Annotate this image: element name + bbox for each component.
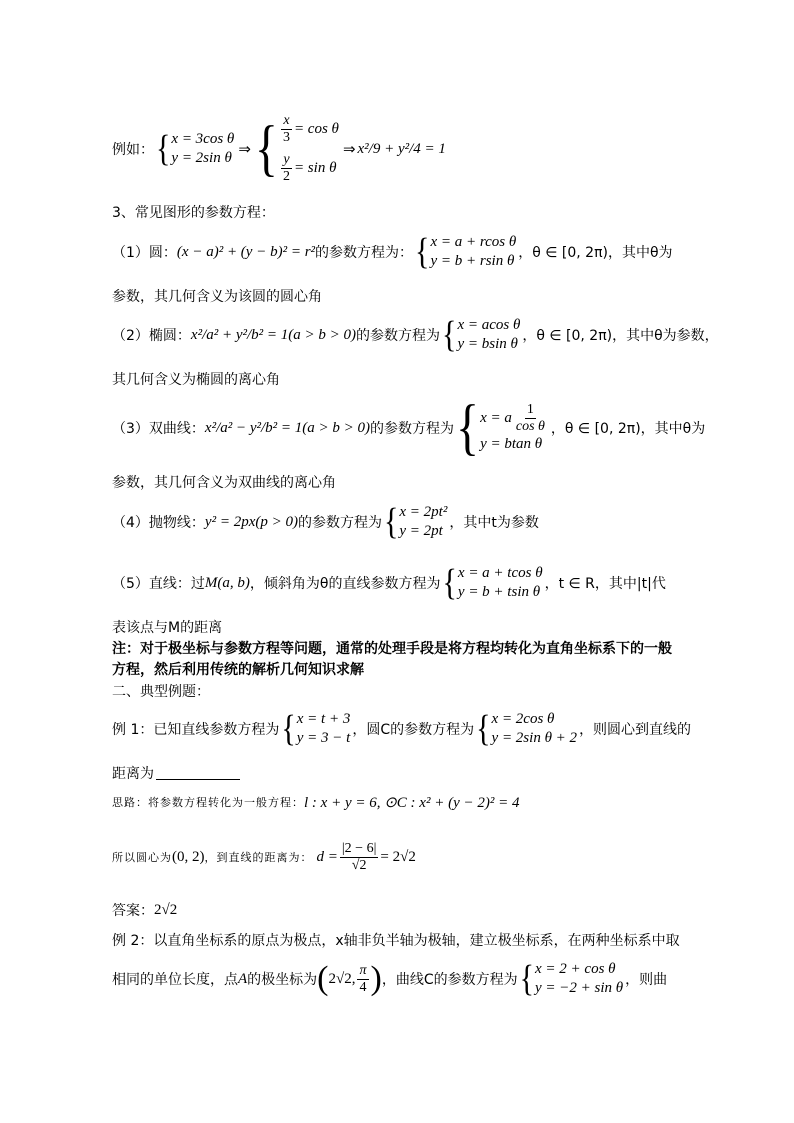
right-paren-icon: ) (370, 960, 382, 997)
parabola-param-system: { x = 2pt² y = 2pt (384, 503, 447, 541)
brace-icon: { (476, 707, 491, 749)
example-1-row: 例 1：已知直线参数方程为 { x = t + 3 y = 3 − t ，圆C的参数方程为 { x = 2cos θ y = 2sin θ + 2 ，则圆心到直线的 (112, 706, 684, 752)
answer-label: 答案： (112, 903, 154, 919)
circle-row: （1）圆： (x − a)² + (y − b)² = r² 的参数方程为： { x = a + rcos θ y = b + rsin θ ，θ ∈ [0, 2π)，其中θ为 (112, 230, 684, 274)
parabola-row: （4）抛物线： y² = 2px(p > 0) 的参数方程为 { x = 2pt² y = 2pt ，其中t为参数 (112, 499, 684, 545)
ellipse-equation: x²/a² + y²/b² = 1(a > b > 0) (190, 326, 357, 343)
ellipse-result: x²/9 + y²/4 = 1 (357, 140, 446, 157)
distance-fraction: $\frac{|2 - 6|}{√2}$ (341, 840, 377, 873)
hyperbola-row-2: 参数，其几何含义为双曲线的离心角 (112, 475, 336, 491)
example-2-row: 例 2：以直角坐标系的原点为极点，x轴非负半轴为极轴，建立极坐标系，在两种坐标系中取 (112, 933, 680, 949)
implies-arrow: ⇒ (342, 141, 356, 158)
brace-icon: { (442, 313, 457, 355)
line-row: （5）直线：过 M(a, b) ，倾斜角为θ的直线参数方程为 { x = a + tcos θ y = b + tsin θ ，t ∈ R，其中|t|代 (112, 560, 684, 606)
brace-icon: { (383, 500, 399, 542)
curve-param-system: { x = 2 + cos θ y = −2 + sin θ (520, 960, 624, 998)
system-line: x = 3cos θ (171, 131, 235, 147)
brace-icon: { (281, 707, 296, 749)
section-3-heading-row (112, 201, 684, 223)
brace-icon: { (456, 392, 480, 462)
note-row (112, 638, 684, 658)
section-2-heading-row (112, 681, 684, 701)
brace-icon: { (442, 561, 457, 603)
note-text: 注：对于极坐标与参数方程等问题，通常的处理手段是将方程均转化为直角坐标系下的一般 (112, 641, 672, 657)
brace-icon: { (415, 230, 430, 272)
line-param-system: { x = a + tcos θ y = b + tsin θ (443, 564, 543, 602)
circle-param-system: { x = a + rcos θ y = b + rsin θ (415, 233, 516, 271)
fraction: $\frac{y}{2}$ (282, 152, 290, 184)
brace-icon: { (254, 113, 278, 183)
system-rhs: = sin θ (293, 160, 337, 176)
system-rhs: = cos θ (293, 121, 339, 137)
fraction: $\frac{1}{\text{cos θ}}$ (515, 402, 545, 434)
ellipse-row: （2）椭圆： x²/a² + y²/b² = 1(a > b > 0) 的参数方程为 { x = acos θ y = bsin θ ，θ ∈ [0, 2π)，其中θ为参数， (112, 312, 684, 358)
point-m: M(a, b) (204, 574, 250, 591)
implies-arrow: ⇒ (238, 141, 251, 158)
hyperbola-row: （3）双曲线： x²/a² − y²/b² = 1(a > b > 0) 的参数方程为 { x = a $\frac{1}{\text{cos θ}}$ y = btan θ ，θ ∈ [0, 2π)，其中θ为 (112, 392, 706, 462)
example-label: 例如： (112, 142, 154, 158)
example-1-idea-row (112, 790, 684, 814)
circle-equation: (x − a)² + (y − b)² = r² (176, 243, 316, 260)
answer-value: 2√2 (154, 901, 178, 918)
example-intro-row (112, 104, 684, 194)
brace-icon: { (519, 957, 535, 999)
line-row-2: 表该点与M的距离 (112, 620, 223, 636)
note-row-2 (112, 659, 684, 679)
ellipse-row-2: 其几何含义为椭圆的离心角 (112, 372, 280, 388)
example-1-distance-row: 所以圆心为 (0, 2) ，到直线的距离为： d = $\frac{|2 - 6|}{√2}$ = 2√2 (112, 840, 416, 873)
point-a: A (238, 970, 248, 987)
idea-text: 思路：将参数方程转化为一般方程： (112, 796, 304, 809)
hyperbola-equation: x²/a² − y²/b² = 1(a > b > 0) (204, 419, 371, 436)
circle-row-2: 参数，其几何含义为该圆的圆心角 (112, 289, 322, 305)
brace-icon: { (156, 127, 171, 169)
section-heading: 3、常见图形的参数方程： (112, 205, 275, 221)
note-text: 方程，然后利用传统的解析几何知识求解 (112, 662, 364, 678)
polar-radius: 2√2, (328, 970, 356, 987)
example-1-answer-row (112, 899, 684, 921)
ellipse-param-system: { x = acos θ y = bsin θ (442, 316, 520, 354)
circle-param-system: { x = 2cos θ y = 2sin θ + 2 (476, 710, 577, 748)
circle-center: (0, 2) (172, 848, 205, 865)
left-paren-icon: ( (317, 960, 329, 997)
intro-param-system (156, 127, 235, 169)
example-1-row-2: 距离为 (112, 762, 684, 784)
fraction: $\frac{x}{3}$ (282, 113, 290, 145)
line-param-system: { x = t + 3 y = 3 − t (281, 710, 350, 748)
section-heading: 二、典型例题： (112, 684, 210, 700)
intro-fraction-system (255, 113, 339, 185)
hyperbola-param-system: { x = a $\frac{1}{\text{cos θ}}$ y = btan θ (456, 392, 545, 462)
answer-blank[interactable] (156, 767, 240, 780)
idea-math: l : x + y = 6, ⊙C : x² + (y − 2)² = 4 (304, 794, 520, 811)
system-line: y = 2sin θ (171, 150, 232, 166)
example-2-row-2: 相同的单位长度，点 A 的极坐标为 ( 2√2, $\frac{\pi}{4}$ ) ，曲线C的参数方程为 { x = 2 + cos θ y = −2 + sin θ ，则曲 (112, 956, 684, 1002)
parabola-equation: y² = 2px(p > 0) (204, 513, 298, 530)
polar-angle-fraction: $\frac{\pi}{4}$ (359, 962, 367, 995)
